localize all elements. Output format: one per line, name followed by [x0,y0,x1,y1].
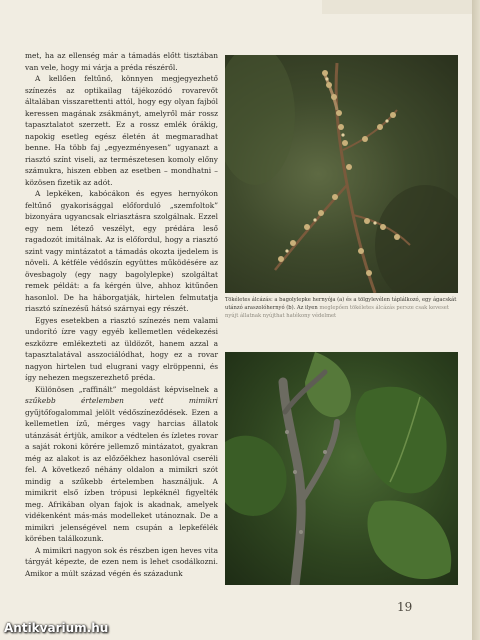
watermark: Antikvarium.hu [4,621,109,635]
page-edge-shadow [472,0,480,640]
paragraph-1: met, ha az ellenség már a támadás előtt tisztában van vele, hogy mi várja a préda részéről. [25,51,218,72]
body-text-column [25,50,218,579]
caterpillar-photo-a [225,55,458,293]
caterpillar-photo-b [225,352,458,585]
caption-faded: meglepően tökéletes álcázás persze csak keveset nyújt állatnak nyújthat hatékony védelmet [225,305,449,320]
paragraph-5 [25,384,218,545]
paragraph-5-start: Különösen „raffinált” megoldást képviselnek a [35,384,218,394]
paragraph-4: Egyes esetekben a riasztó színezés nem valami undorító ízre vagy egyéb kellemetlen védekezési eszközre emlékezteti az üldözőt, hanem azzal a tapasztalatával asszociálódhat, hogy ez a rovar nagyon hirtelen tud elugrani vagy elröppenni, és így nehezen megszerezhető préda. [25,315,218,382]
oak-leaf-twig-illustration [225,352,458,585]
paragraph-6: A mimikri nagyon sok és részben igen heves vita tárgyát képezte, de ezen nem is lehet csodálkozni. Amikor a múlt század végén és századunk [25,545,218,578]
paragraph-5-emphasis: szűkebb értelemben vett mimikri [25,396,218,405]
paragraph-2: A kellően feltűnő, könnyen megjegyezhető színezés az optikailag tájékozódó rovarevőt általában visszarettenti attól, hogy egy olyan fajból keressen magának zsákmányt, amelyről már rossz tapasztalatot szerzett. Ez a rossz emlék órákig, napokig esetleg egész életén át megmaradhat benne. Ha több faj „egyezményesen” ugyanazt a riasztó színt viseli, az természetesen komoly előny számukra, hiszen ebben az esetben – mondhatni – közösen fizetik az adót. [25,74,218,187]
page-top-strip [322,0,472,14]
photo-caption [225,296,458,321]
paragraph-5-end: gyűjtőfogalommal jelölt védőszíneződések. Ezen a kellemetlen ízű, mérges vagy harcias állatok utánzását értjük, amikor a védtelen és ízletes rovar a saját rokoni körére jellemző mintázatot, gyakran még az alakot is az előzőékhez hasonlóval cseréli fel. A következő néhány oldalon a mimikri szót mindig a szűkebb értelemben használjuk. A mimikrit első ízben trópusi lepkéknél figyelték meg. Afrikában olyan fajok is akadnak, amelyek vidékenként más-más modelleket utánoznak. De a mimikri jelenségével nem csupán a lepkefélék körében találkozunk. [25,407,218,543]
page-number: 19 [397,600,413,614]
paragraph-3: A lepkéken, kabócákon és egyes hernyókon feltűnő gyakorisággal előforduló „szemfoltok” bizonyára ugyancsak elriasztásra szolgálnak. Ezzel egy nem létező veszélyt, egy prédára leső ragadozót imitálnak. Az is előfordul, hogy a riasztó szint vagy mintázatot a támadás okozta ijedelem is növeli. A kétféle védőszín együttes működésére az övesbagoly (egy nagy bagolylepke) szolgáltat remek példát: a fa kérgén ülve, ahhoz kitűnően hasonlol. De ha háborgatják, hirtelen felmutatja riasztó színezésű hátsó szárnyai egy részét. [25,189,218,313]
flowering-twig-illustration [225,55,458,293]
caption-main: Tökéletes álcázás: a bagolylepke hernyója (a) és a tölgylevélen táplálkozó, egy ágacskát utánzó araszolóhernyó (b). Az ilyen [225,297,457,312]
